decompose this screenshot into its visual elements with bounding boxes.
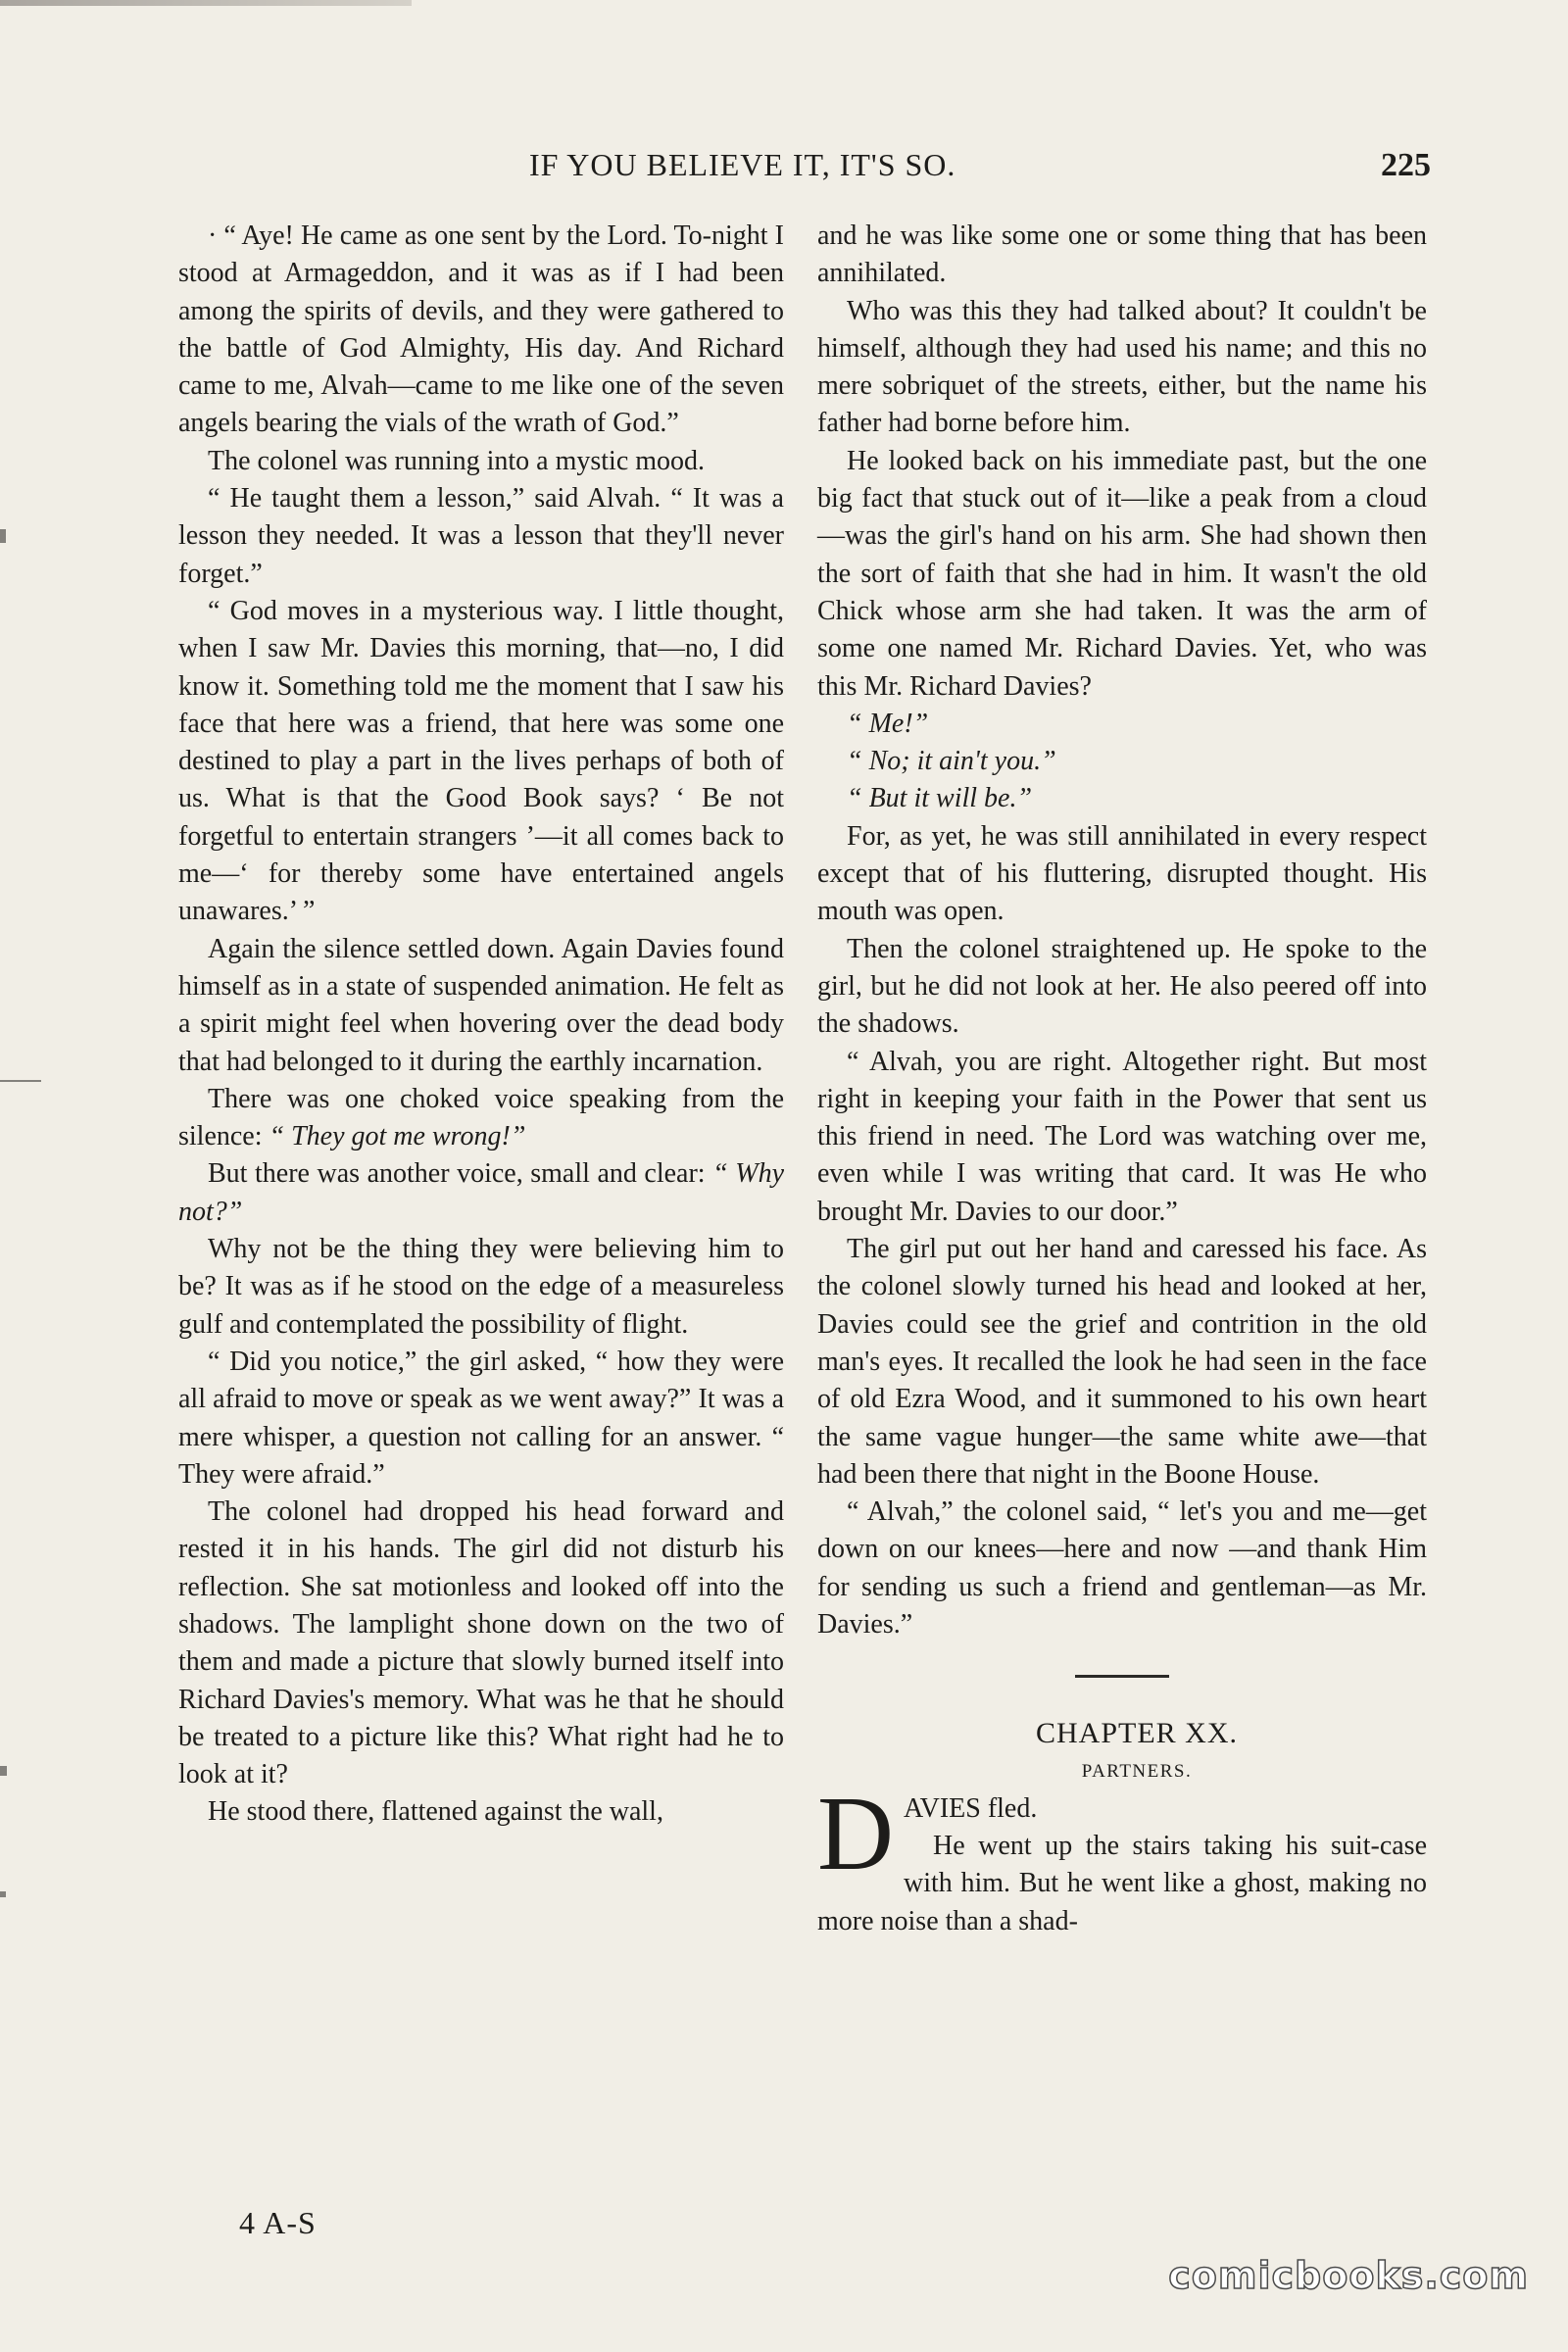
italic-quote: “ They got me wrong!” [269, 1121, 526, 1152]
paragraph [178, 1155, 784, 1231]
page-header [157, 147, 1431, 196]
paragraph: “ Alvah,” the colonel said, “ let's you and me—get down on our knees—here and now —and thank Him for sending us such a friend and gentleman—as Mr. Davies.” [817, 1496, 1427, 1640]
chapter-divider [1075, 1675, 1169, 1678]
paragraph: For, as yet, he was still annihilated in every respect except that of his fluttering, disrupted thought. His mouth was open. [817, 820, 1427, 927]
page-number: 225 [1381, 147, 1431, 183]
margin-speck [0, 1766, 7, 1776]
paragraph: “ Alvah, you are right. Altogether right. But most right in keeping your faith in the Power that sent us this friend in need. The Lord was watching over me, even while I was writing that card. It was He who brought Mr. Davies to our door.” [817, 1046, 1427, 1227]
margin-speck [0, 1891, 6, 1897]
paragraph: Who was this they had talked about? It couldn't be himself, although they had used his name; and this no mere sobriquet of the streets, either, but the name his father had borne before him. [817, 295, 1427, 439]
chapter-title: CHAPTER XX. [1035, 1717, 1238, 1750]
paragraph-text: There was one choked voice speaking from the silence: [178, 1083, 784, 1152]
paragraph: The colonel had dropped his head forward and rested it in his hands. The girl did not disturb his reflection. She sat motionless and looked off into the shadows. The lamplight shone down on the two of them and made a picture that slowly burned itself into Richard Davies's memory. What was he that he should be treated to a picture like this? What right had he to look at it? [178, 1496, 784, 1790]
italic-paragraph: “ No; it ain't you.” [847, 746, 1056, 777]
page-edge-mark [0, 0, 412, 6]
chapter-subtitle: PARTNERS. [1081, 1760, 1193, 1782]
italic-paragraph: “ Me!” [847, 708, 929, 739]
paragraph: Again the silence settled down. Again Davies found himself as in a state of suspended animation. He felt as a spirit might feel when hovering over the dead body that had belonged to it during the earthly incarnation. [178, 933, 784, 1077]
opening-text: He went up the stairs taking his suit-case with him. But he went like a ghost, making no more noise than a shad- [817, 1831, 1427, 1936]
right-column [817, 218, 1427, 1940]
drop-cap: D [817, 1775, 894, 1892]
paragraph: He stood there, flattened against the wall, [208, 1796, 663, 1828]
running-head: IF YOU BELIEVE IT, IT'S SO. [529, 147, 956, 182]
paragraph: · “ Aye! He came as one sent by the Lord. To-night I stood at Armageddon, and it was as if I had been among the spirits of devils, and they were gathered to the battle of God Almighty, His day. And Richard came to me, Alvah—came to me like one of the seven angels bearing the vials of the wrath of God.” [178, 220, 784, 439]
italic-quote: “ Why not?” [178, 1158, 785, 1227]
signature-mark: 4 A-S [239, 2205, 317, 2240]
margin-speck [0, 529, 6, 543]
paragraph: “ Did you notice,” the girl asked, “ how they were all afraid to move or speak as we went away?” It was a mere whisper, a question not calling for an answer. “ They were afraid.” [178, 1346, 784, 1490]
watermark: comicbooks.com [1168, 2254, 1529, 2297]
paragraph: Then the colonel straightened up. He spoke to the girl, but he did not look at her. He also peered off into the shadows. [817, 933, 1427, 1040]
paragraph: Why not be the thing they were believing him to be? It was as if he stood on the edge of a measureless gulf and contemplated the possibility of flight. [178, 1234, 784, 1340]
paragraph: and he was like some one or some thing that has been annihilated. [817, 220, 1427, 289]
paragraph: The colonel was running into a mystic mood. [208, 445, 706, 476]
italic-paragraph: “ But it will be.” [847, 783, 1033, 814]
opening-line: AVIES fled. [904, 1792, 1038, 1824]
left-column [178, 218, 784, 1832]
paragraph [178, 1081, 784, 1156]
chapter-opening-paragraph [817, 1775, 1427, 1940]
margin-speck [0, 1080, 41, 1082]
paragraph-text: But there was another voice, small and clear: [208, 1158, 706, 1190]
paragraph: “ He taught them a lesson,” said Alvah. “ It was a lesson they needed. It was a lesson that they'll never forget.” [178, 483, 784, 589]
paragraph: The girl put out her hand and caressed his face. As the colonel slowly turned his head and looked at her, Davies could see the grief and contrition in the old man's eyes. It recalled the look he had seen in the face of old Ezra Wood, and it summoned to his own heart the same vague hunger—the same white awe—that had been there that night in the Boone House. [817, 1234, 1427, 1490]
paragraph: He looked back on his immediate past, but the one big fact that stuck out of it—like a peak from a cloud—was the girl's hand on his arm. She had shown then the sort of faith that she had in him. It wasn't the old Chick whose arm she had taken. It was the arm of some one named Mr. Richard Davies. Yet, who was this Mr. Richard Davies? [817, 445, 1427, 702]
paragraph: “ God moves in a mysterious way. I little thought, when I saw Mr. Davies this morning, that—no, I did know it. Something told me the moment that I saw his face that here was a friend, that here was some one destined to play a part in the lives perhaps of both of us. What is that the Good Book says? ‘ Be not forgetful to entertain strangers ’—it all comes back to me—‘ for thereby some have entertained angels unawares.’ ” [178, 595, 784, 927]
